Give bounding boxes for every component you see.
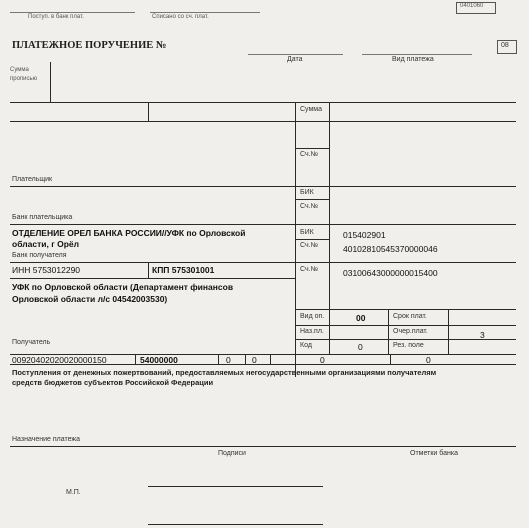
- recipient-name-line1: УФК по Орловской области (Департамент финансов: [12, 282, 234, 292]
- recipient-bank-label: Банк получателя: [12, 252, 67, 259]
- purpose-text-line2: средств бюджетов субъектов Российской Федерации: [12, 378, 214, 387]
- payer-bank-label: Банк плательщика: [12, 214, 73, 221]
- purpose-code-label: Наз.пл.: [300, 328, 324, 335]
- recipient-inn: ИНН 5753012290: [12, 265, 81, 275]
- payer-bank-account-label: Сч.№: [300, 203, 319, 210]
- document-title: ПЛАТЕЖНОЕ ПОРУЧЕНИЕ №: [12, 40, 167, 51]
- recipient-corr-account: 40102810545370000046: [343, 244, 438, 254]
- recipient-label: Получатель: [12, 339, 51, 346]
- recipient-kpp: КПП 575301001: [152, 265, 215, 275]
- field-2: 0: [252, 355, 257, 365]
- debited-label: Списано со сч. плат.: [152, 14, 209, 20]
- date-label: Дата: [287, 56, 303, 63]
- payer-label: Плательщик: [12, 176, 53, 183]
- payment-type-label: Вид платежа: [392, 56, 434, 63]
- op-type-label: Вид оп.: [300, 313, 325, 320]
- code-label: Код: [300, 342, 312, 349]
- amount-words-label: Сумма прописью: [10, 67, 38, 82]
- field-3: 0: [320, 355, 325, 365]
- op-type: 00: [356, 313, 366, 323]
- code-value: 0: [358, 342, 363, 352]
- stamp-label: М.П.: [66, 489, 81, 496]
- field-4: 0: [426, 355, 431, 365]
- payer-bik-label: БИК: [300, 189, 314, 196]
- field-1: 0: [226, 355, 231, 365]
- recipient-name-line2: Орловской области л/с 04542003530): [12, 294, 168, 304]
- form-code: 0401060: [460, 3, 484, 9]
- recipient-account-label: Сч.№: [300, 266, 319, 273]
- payer-account-label: Сч.№: [300, 151, 319, 158]
- order-label: Очер.плат.: [393, 328, 428, 335]
- received-label: Поступ. в банк плат.: [28, 14, 84, 20]
- recipient-bank-name-line1: ОТДЕЛЕНИЕ ОРЕЛ БАНКА РОССИИ//УФК по Орловской: [12, 228, 246, 238]
- order-value: 3: [480, 330, 485, 340]
- recipient-account: 03100643000000015400: [343, 268, 438, 278]
- recipient-bik-label: БИК: [300, 229, 314, 236]
- oktmo-code: 54000000: [140, 355, 178, 365]
- purpose-text-line1: Поступления от денежных пожертвований, предоставляемых негосударственными организациями получателям: [12, 368, 437, 377]
- kbk-code: 00920402020020000150: [12, 355, 107, 365]
- term-label: Срок плат.: [393, 313, 427, 320]
- signatures-label: Подписи: [218, 450, 246, 457]
- reserve-label: Рез. поле: [393, 342, 424, 349]
- recipient-bank-name-line2: области, г Орёл: [12, 239, 80, 249]
- recipient-bik: 015402901: [343, 230, 386, 240]
- status-code: 08: [501, 42, 509, 49]
- recipient-corr-label: Сч.№: [300, 242, 319, 249]
- bank-marks-label: Отметки банка: [410, 450, 458, 457]
- amount-label: Сумма: [300, 106, 322, 113]
- purpose-label: Назначение платежа: [12, 436, 80, 443]
